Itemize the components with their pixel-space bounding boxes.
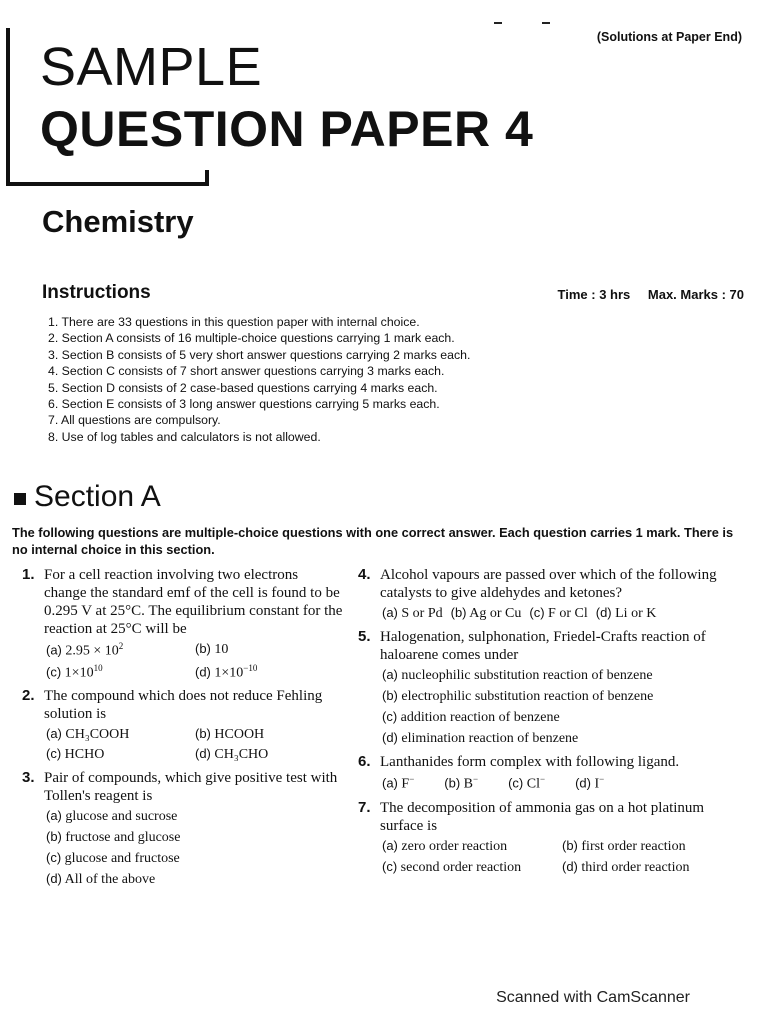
time-label: Time : 3 hrs <box>557 287 631 302</box>
option-d: (d) All of the above <box>46 871 156 888</box>
option-c: (c) HCHO <box>46 746 105 763</box>
option-d: (d) third order reaction <box>562 858 690 875</box>
questions-left-column <box>22 566 344 894</box>
question-1 <box>22 566 344 681</box>
option-b: (b) B− <box>444 774 479 792</box>
instruction-item: 7. All questions are compulsory. <box>48 413 221 428</box>
max-marks-label: Max. Marks : 70 <box>647 287 744 302</box>
option-d: (d) Li or K <box>595 605 657 621</box>
subject-title: Chemistry <box>42 204 194 239</box>
title-sample: SAMPLE <box>40 37 263 97</box>
option-b: (b) electrophilic substitution reaction of benzene <box>382 688 654 704</box>
header-border-bottom <box>6 182 209 186</box>
option-a: (a) S or Pd <box>382 605 443 621</box>
option-b: (b) fructose and glucose <box>46 829 181 846</box>
scan-mark <box>494 22 502 24</box>
question-options <box>382 605 748 622</box>
question-number: 6. <box>358 753 371 770</box>
section-description: The following questions are multiple-choice questions with one correct answer. Each question carries 1 mark. There is no internal choice in this section. <box>12 525 734 557</box>
question-number: 5. <box>358 628 371 645</box>
option-a: (a) nucleophilic substitution reaction of benzene <box>382 667 653 683</box>
question-4 <box>358 566 748 622</box>
option-c: (c) F or Cl <box>529 605 588 621</box>
option-b: (b) 10 <box>195 641 229 657</box>
instruction-item: 3. Section B consists of 5 very short answer questions carrying 2 marks each. <box>48 347 471 362</box>
question-text: Halogenation, sulphonation, Friedel-Crafts reaction of haloarene comes under <box>380 629 706 663</box>
option-a: (a) zero order reaction <box>382 837 508 854</box>
question-number: 4. <box>358 566 371 583</box>
solutions-note: (Solutions at Paper End) <box>596 30 742 44</box>
option-b: (b) HCOOH <box>195 726 265 743</box>
question-5 <box>358 628 748 747</box>
option-c: (c) Cl− <box>508 774 546 792</box>
question-text: Alcohol vapours are passed over which of the following catalysts to give aldehydes and ketones? <box>380 567 717 601</box>
option-c: (c) second order reaction <box>382 858 522 875</box>
scanner-watermark: Scanned with CamScanner <box>496 989 690 1006</box>
instruction-item: 6. Section E consists of 3 long answer questions carrying 5 marks each. <box>48 397 440 412</box>
header-border-tick <box>205 170 209 186</box>
question-number: 2. <box>22 687 35 705</box>
instruction-item: 1. There are 33 questions in this question paper with internal choice. <box>48 315 420 329</box>
question-options <box>46 641 344 681</box>
question-text: Lanthanides form complex with following ligand. <box>380 754 680 770</box>
question-text: Pair of compounds, which give positive test with Tollen's reagent is <box>44 770 338 805</box>
option-a: (a) glucose and sucrose <box>46 808 178 825</box>
question-options <box>382 838 748 876</box>
instruction-item: 5. Section D consists of 2 case-based questions carrying 4 marks each. <box>48 380 438 395</box>
option-c: (c) glucose and fructose <box>46 850 180 867</box>
option-d: (d) CH₃CHO <box>195 746 269 763</box>
option-a: (a) CH₃COOH <box>46 726 130 743</box>
question-options <box>382 774 748 793</box>
header-border <box>6 28 10 186</box>
option-c: (c) addition reaction of benzene <box>382 709 560 725</box>
option-a: (a) F− <box>382 774 415 792</box>
instruction-item: 2. Section A consists of 16 multiple-choice questions carrying 1 mark each. <box>48 331 455 346</box>
question-number: 3. <box>22 769 35 787</box>
instruction-item: 8. Use of log tables and calculators is not allowed. <box>48 429 321 444</box>
instruction-item: 4. Section C consists of 7 short answer questions carrying 3 marks each. <box>48 364 445 379</box>
instructions-list <box>48 314 608 445</box>
question-options <box>46 808 344 888</box>
option-d: (d) $1\times 10^{-10}$ <box>195 662 258 681</box>
option-a: (a) $2.95 \times 10^2$ <box>46 641 124 659</box>
option-d: (d) elimination reaction of benzene <box>382 730 579 746</box>
question-number: 7. <box>358 798 371 816</box>
question-7 <box>358 799 748 876</box>
question-text: The compound which does not reduce Fehling solution is <box>44 688 323 723</box>
question-3 <box>22 769 344 888</box>
section-bullet-icon <box>14 493 26 505</box>
time-marks <box>544 287 744 302</box>
section-title: Section A <box>34 480 161 513</box>
option-b: (b) Ag or Cu <box>450 605 522 621</box>
instructions-heading: Instructions <box>42 282 151 303</box>
option-d: (d) I− <box>575 774 605 792</box>
question-6 <box>358 753 748 793</box>
option-c: (c) $1\times 10^{10}$ <box>46 662 103 681</box>
section-heading <box>14 482 161 512</box>
questions-right-column <box>358 566 748 882</box>
question-number: 1. <box>22 566 35 583</box>
question-2 <box>22 687 344 763</box>
question-text: For a cell reaction involving two electrons change the standard emf of the cell is found to be 0.295 V at 25°C. The equilibrium constant for the reaction at 25°C will be <box>44 567 343 637</box>
question-options <box>46 726 344 763</box>
title-question-paper: QUESTION PAPER 4 <box>40 101 534 157</box>
question-text: The decomposition of ammonia gas on a hot platinum surface is <box>380 799 705 834</box>
question-options <box>382 667 748 747</box>
option-b: (b) first order reaction <box>562 837 686 854</box>
scan-mark <box>542 22 550 24</box>
